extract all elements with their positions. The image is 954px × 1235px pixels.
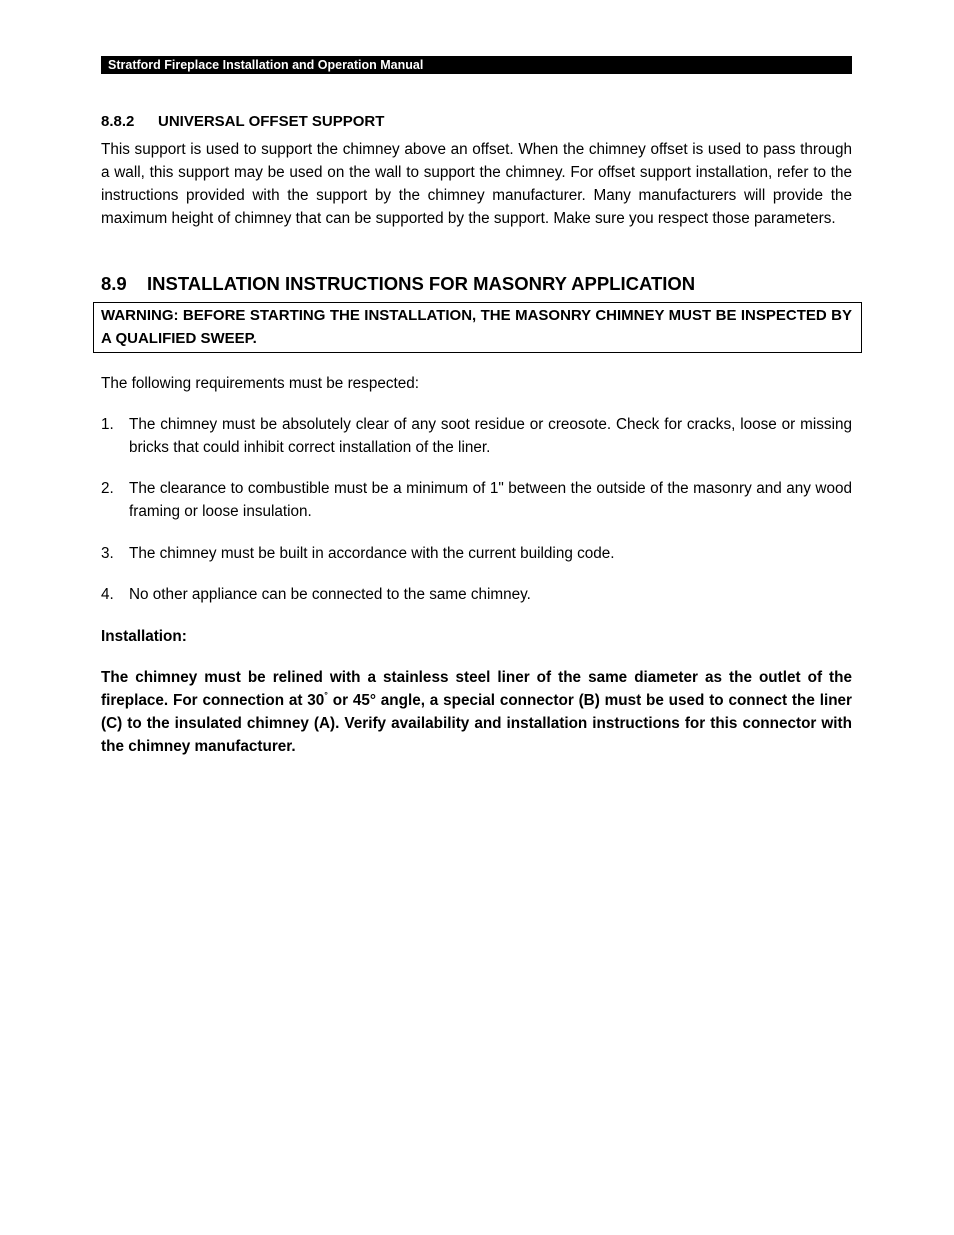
running-header <box>101 56 852 74</box>
installation-paragraph <box>101 666 852 758</box>
list-marker: 3. <box>101 545 114 562</box>
list-marker: 1. <box>101 416 114 433</box>
list-item <box>101 413 852 459</box>
list-item <box>101 583 852 606</box>
list-item <box>101 477 852 523</box>
section-heading <box>101 271 695 297</box>
installation-text-part1: The chimney must be relined with a stainless steel liner of the same diameter as the outlet of the fireplace. For connection at 30 <box>101 669 852 709</box>
list-marker: 2. <box>101 480 114 497</box>
section-title: INSTALLATION INSTRUCTIONS FOR MASONRY APPLICATION <box>147 273 696 294</box>
section-number: 8.9 <box>101 273 127 294</box>
list-item-text: The clearance to combustible must be a minimum of 1" between the outside of the masonry and any wood framing or loose insulation. <box>129 480 852 520</box>
list-marker: 4. <box>101 586 114 603</box>
degree-superscript: ° <box>324 690 328 700</box>
subsection-number: 8.8.2 <box>101 113 135 130</box>
subsection-title: UNIVERSAL OFFSET SUPPORT <box>158 113 385 130</box>
subsection-heading <box>101 111 384 133</box>
warning-text: WARNING: BEFORE STARTING THE INSTALLATION, THE MASONRY CHIMNEY MUST BE INSPECTED BY A QUALIFIED SWEEP. <box>101 307 852 347</box>
installation-label: Installation: <box>101 628 187 645</box>
list-item-text: No other appliance can be connected to the same chimney. <box>129 586 531 603</box>
list-item-text: The chimney must be absolutely clear of any soot residue or creosote. Check for cracks, loose or missing bricks that could inhibit correct installation of the liner. <box>129 416 852 456</box>
list-item-text: The chimney must be built in accordance with the current building code. <box>129 545 615 562</box>
requirements-intro: The following requirements must be respected: <box>101 375 419 392</box>
offset-support-paragraph: This support is used to support the chimney above an offset. When the chimney offset is used to pass through a wall, this support may be used on the wall to support the chimney. For offset support installation, refer to the instructions provided with the support by the chimney manufacturer. Many manufacturers will provide the maximum height of chimney that can be supported by the support. Make sure you respect those parameters. <box>101 141 852 227</box>
manual-title: Stratford Fireplace Installation and Operation Manual <box>108 58 424 72</box>
list-item <box>101 542 852 565</box>
installation-text-part2: or 45° angle, a special connector (B) must be used to connect the liner (C) to the insulated chimney (A). Verify availability and installation instructions for this connector with the chimney manufacturer. <box>101 692 852 755</box>
